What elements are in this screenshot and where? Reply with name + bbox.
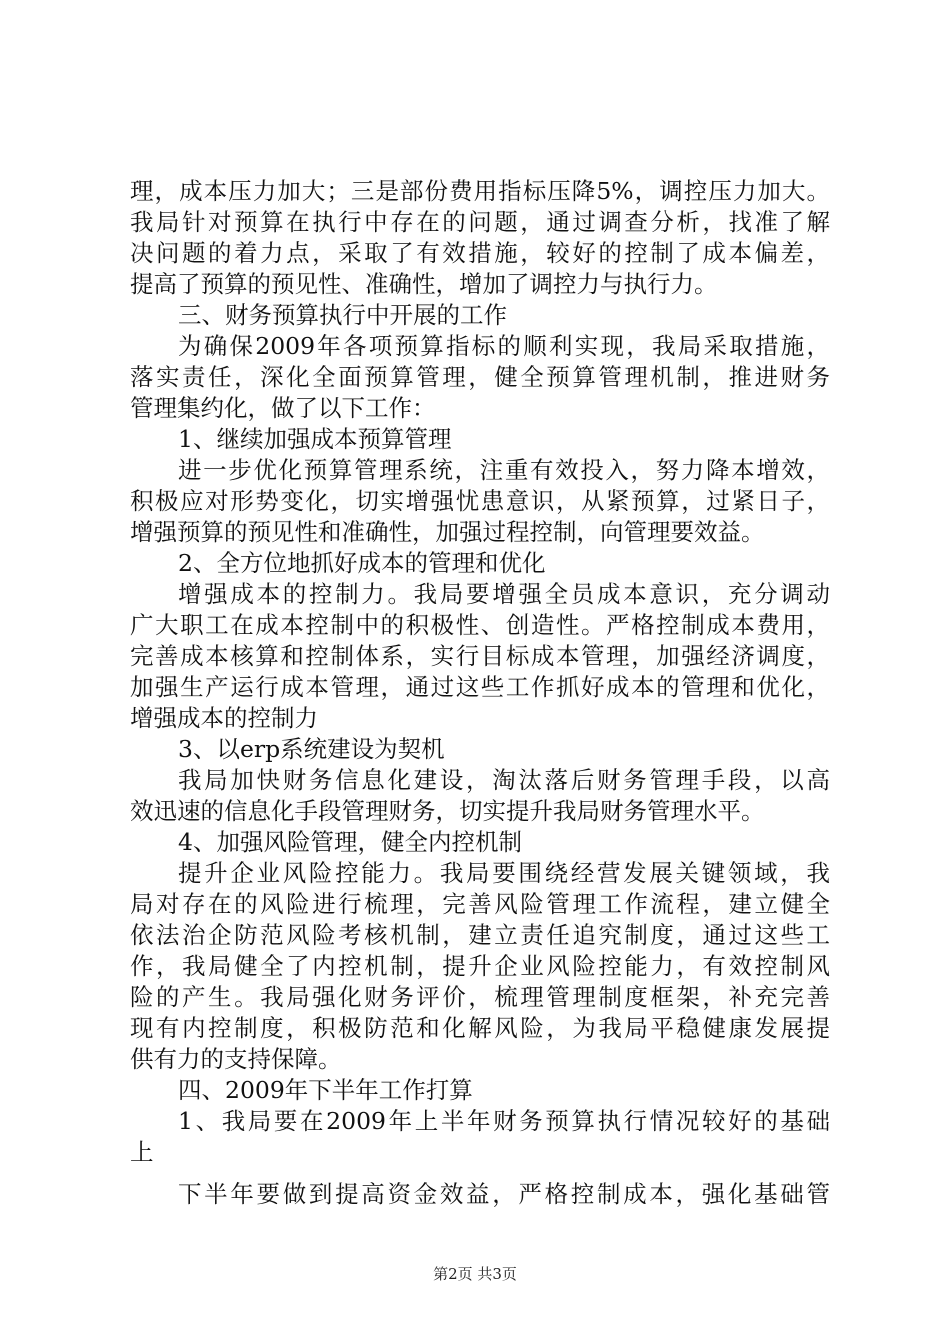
text-line: 上 [130, 1138, 154, 1166]
text-line: 增强预算的预见性和准确性，加强过程控制，向管理要效益。 [130, 518, 765, 546]
text-line: 现有内控制度，积极防范和化解风险，为我局平稳健康发展提 [130, 1014, 830, 1042]
page-footer: 第2页 共3页 [433, 1265, 517, 1283]
text-line: 效迅速的信息化手段管理财务，切实提升我局财务管理水平。 [130, 797, 765, 825]
text-line: 管理集约化，做了以下工作： [130, 394, 436, 422]
text-line: 局对存在的风险进行梳理，完善风险管理工作流程，建立健全 [130, 890, 830, 918]
text-line: 增强成本的控制力。我局要增强全员成本意识，充分调动 [178, 580, 830, 608]
text-line: 2、全方位地抓好成本的管理和优化 [178, 549, 546, 577]
text-line: 四、2009年下半年工作打算 [178, 1076, 473, 1104]
text-line: 3、以erp系统建设为契机 [178, 735, 445, 763]
text-line: 1、继续加强成本预算管理 [178, 425, 452, 453]
text-line: 供有力的支持保障。 [130, 1045, 342, 1073]
text-line: 三、财务预算执行中开展的工作 [178, 301, 507, 329]
text-line: 我局加快财务信息化建设，淘汰落后财务管理手段，以高 [178, 766, 830, 794]
text-line: 广大职工在成本控制中的积极性、创造性。严格控制成本费用， [130, 611, 830, 639]
text-line: 我局针对预算在执行中存在的问题，通过调查分析，找准了解 [130, 208, 830, 236]
text-line: 决问题的着力点，采取了有效措施，较好的控制了成本偏差， [130, 239, 830, 267]
text-line: 进一步优化预算管理系统，注重有效投入，努力降本增效， [178, 456, 830, 484]
text-line: 为确保2009年各项预算指标的顺利实现，我局采取措施， [178, 332, 830, 360]
text-line: 加强生产运行成本管理，通过这些工作抓好成本的管理和优化， [130, 673, 830, 701]
paragraph-spacer [130, 1168, 830, 1179]
text-line: 提升企业风险控能力。我局要围绕经营发展关键领域，我 [178, 859, 830, 887]
text-line: 作，我局健全了内控机制，提升企业风险控能力，有效控制风 [130, 952, 830, 980]
text-line: 1、我局要在2009年上半年财务预算执行情况较好的基础 [178, 1107, 830, 1135]
text-line: 依法治企防范风险考核机制，建立责任追究制度，通过这些工 [130, 921, 830, 949]
text-line: 提高了预算的预见性、准确性，增加了调控力与执行力。 [130, 270, 718, 298]
text-line: 积极应对形势变化，切实增强忧患意识，从紧预算，过紧日子， [130, 487, 830, 515]
text-line: 4、加强风险管理，健全内控机制 [178, 828, 522, 856]
text-line: 险的产生。我局强化财务评价，梳理管理制度框架，补充完善 [130, 983, 830, 1011]
document-body [130, 176, 830, 1210]
text-line: 完善成本核算和控制体系，实行目标成本管理，加强经济调度， [130, 642, 830, 670]
text-line: 增强成本的控制力 [130, 704, 318, 732]
text-line: 下半年要做到提高资金效益，严格控制成本，强化基础管 [178, 1180, 830, 1208]
text-line: 落实责任，深化全面预算管理，健全预算管理机制，推进财务 [130, 363, 830, 391]
text-line: 理，成本压力加大；三是部份费用指标压降5%，调控压力加大。 [130, 177, 830, 205]
